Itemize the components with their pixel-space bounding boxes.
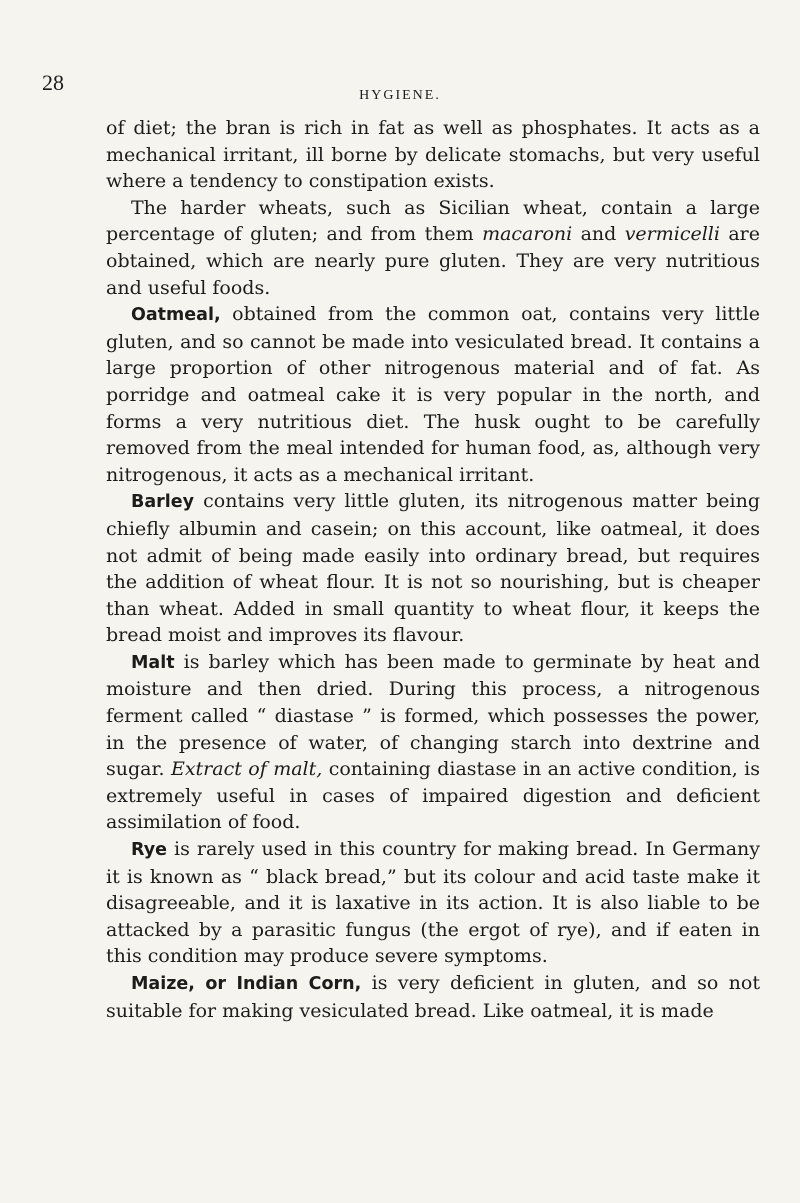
paragraph-barley [106, 488, 760, 649]
section-term-maize: Maize, or Indian Corn, [131, 974, 362, 994]
paragraph-text: is rarely used in this country for making bread. In Germany it is known as “ black bread,” but its colour and acid taste make it disagreeable, and it is laxative in its action. It is also liable to be attacked by a parasitic fungus (the ergot of rye), and if eaten in this condition may produce severe symptoms. [106, 838, 760, 968]
section-term-oatmeal: Oatmeal, [131, 305, 221, 326]
running-head: HYGIENE. [359, 88, 441, 103]
paragraph-malt [106, 649, 760, 836]
section-term-barley: Barley [131, 492, 195, 513]
section-term-malt: Malt [131, 652, 175, 673]
paragraph-oatmeal [106, 301, 760, 488]
body-text [106, 115, 760, 1024]
paragraph-text: containing diastase in an active condition, is extremely useful in cases of impaired digestion and deficient assimilation of food. [106, 758, 760, 834]
section-term-rye: Rye [131, 840, 167, 861]
paragraph-text: of diet; the bran is rich in fat as well as phosphates. It acts as a mechanical irritant, ill borne by delicate stomachs, but very useful where a tendency to constipation exists. [106, 117, 760, 193]
paragraph-text: The harder wheats, such as Sicilian wheat, contain a large percentage of gluten; and from them [106, 196, 760, 246]
paragraph-maize [106, 970, 760, 1024]
paragraph-text: and [572, 223, 625, 246]
paragraph-rye [106, 836, 760, 970]
italic-term: Extract of malt, [170, 758, 323, 781]
paragraph-text: obtained from the common oat, contains very little gluten, and so cannot be made into vesiculated bread. It contains a large proportion of other nitrogenous material and of fat. As porridge and oatmeal cake it is very popular in the north, and forms a very nutritious diet. The husk ought to be carefully removed from the meal intended for human food, as, although very nitrogenous, it acts as a mechanical irritant. [106, 303, 760, 486]
paragraph-text: contains very little gluten, its nitrogenous matter being chiefly albumin and casein; on this account, like oatmeal, it does not admit of being made easily into ordinary bread, but requires the addition of wheat flour. It is not so nourishing, but is cheaper than wheat. Added in small quantity to wheat flour, it keeps the bread moist and improves its flavour. [106, 490, 760, 647]
paragraph-bran [106, 115, 760, 195]
paragraph-text: is very deficient in gluten, and so not suitable for making vesiculated bread. Like oatmeal, it is made [106, 972, 760, 1022]
page-number: 28 [42, 70, 64, 95]
paragraph-hard-wheats [106, 195, 760, 301]
italic-term: macaroni [482, 223, 573, 246]
paragraph-text: are obtained, which are nearly pure gluten. They are very nutritious and useful foods. [106, 223, 760, 299]
paragraph-text: is barley which has been made to germinate by heat and moisture and then dried. During this process, a nitrogenous ferment called “ diastase ” is formed, which possesses the power, in the presence of water, of changing starch into dextrine and sugar. [106, 650, 760, 781]
italic-term: vermicelli [624, 223, 720, 246]
